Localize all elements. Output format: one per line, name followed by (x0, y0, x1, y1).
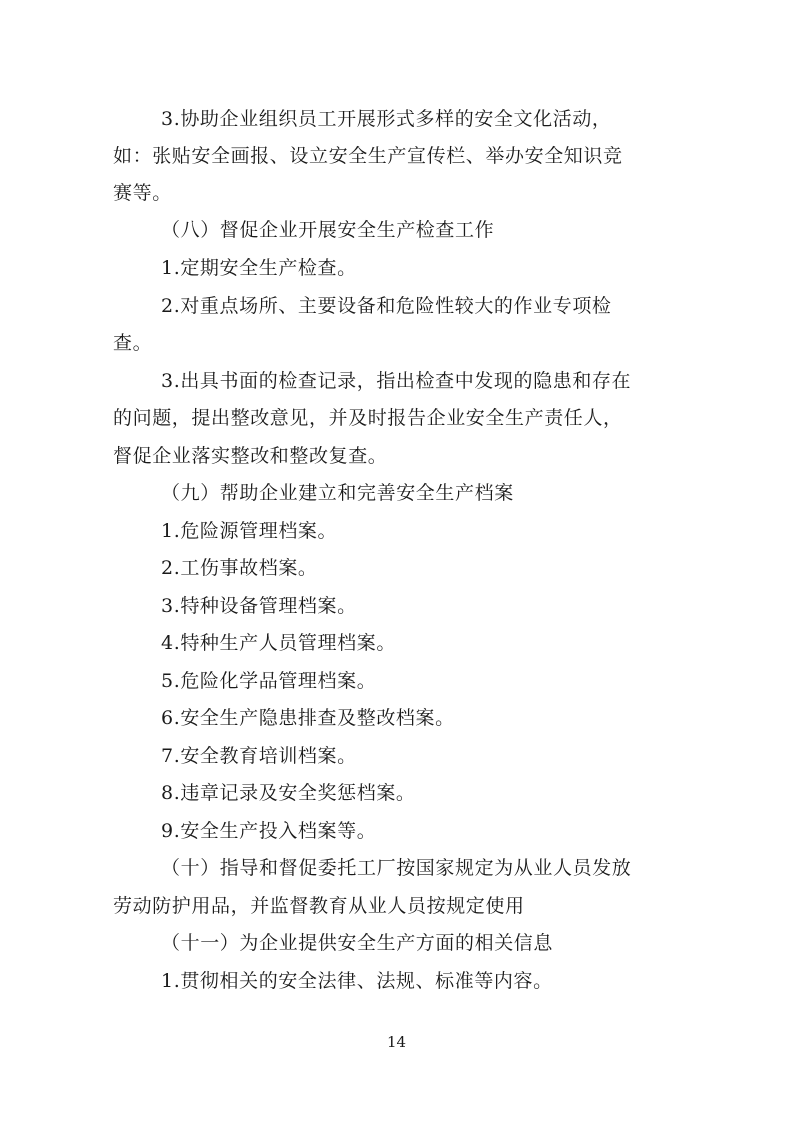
list-item: 7.安全教育培训档案。 (161, 745, 357, 767)
paragraph-line: 督促企业落实整改和整改复查。 (113, 445, 388, 467)
paragraph-line: 3.协助企业组织员工开展形式多样的安全文化活动， (161, 108, 612, 130)
paragraph-line: 的问题，提出整改意见，并及时报告企业安全生产责任人， (113, 407, 623, 429)
list-item: 9.安全生产投入档案等。 (161, 820, 377, 842)
list-item: 2.对重点场所、主要设备和危险性较大的作业专项检 (161, 295, 612, 317)
list-item: 2.工伤事故档案。 (161, 557, 318, 579)
page-number: 14 (386, 1033, 407, 1051)
list-item: 8.违章记录及安全奖惩档案。 (161, 782, 416, 804)
section-heading: （十）指导和督促委托工厂按国家规定为从业人员发放 (161, 857, 632, 879)
section-heading: （十一）为企业提供安全生产方面的相关信息 (161, 932, 554, 954)
section-heading: （八）督促企业开展安全生产检查工作 (161, 219, 495, 241)
paragraph-line: 查。 (113, 332, 153, 354)
list-item: 3.特种设备管理档案。 (161, 595, 357, 617)
section-heading: （九）帮助企业建立和完善安全生产档案 (161, 482, 514, 504)
list-item: 3.出具书面的检查记录，指出检查中发现的隐患和存在 (161, 370, 632, 392)
list-item: 1.危险源管理档案。 (161, 520, 338, 542)
list-item: 4.特种生产人员管理档案。 (161, 632, 396, 654)
paragraph-line: 劳动防护用品，并监督教育从业人员按规定使用 (113, 895, 525, 917)
list-item: 1.定期安全生产检查。 (161, 257, 357, 279)
paragraph-line: 赛等。 (113, 182, 172, 204)
list-item: 1.贯彻相关的安全法律、法规、标准等内容。 (161, 970, 553, 992)
list-item: 5.危险化学品管理档案。 (161, 670, 377, 692)
list-item: 6.安全生产隐患排查及整改档案。 (161, 707, 455, 729)
paragraph-line: 如：张贴安全画报、设立安全生产宣传栏、举办安全知识竞 (113, 145, 623, 167)
